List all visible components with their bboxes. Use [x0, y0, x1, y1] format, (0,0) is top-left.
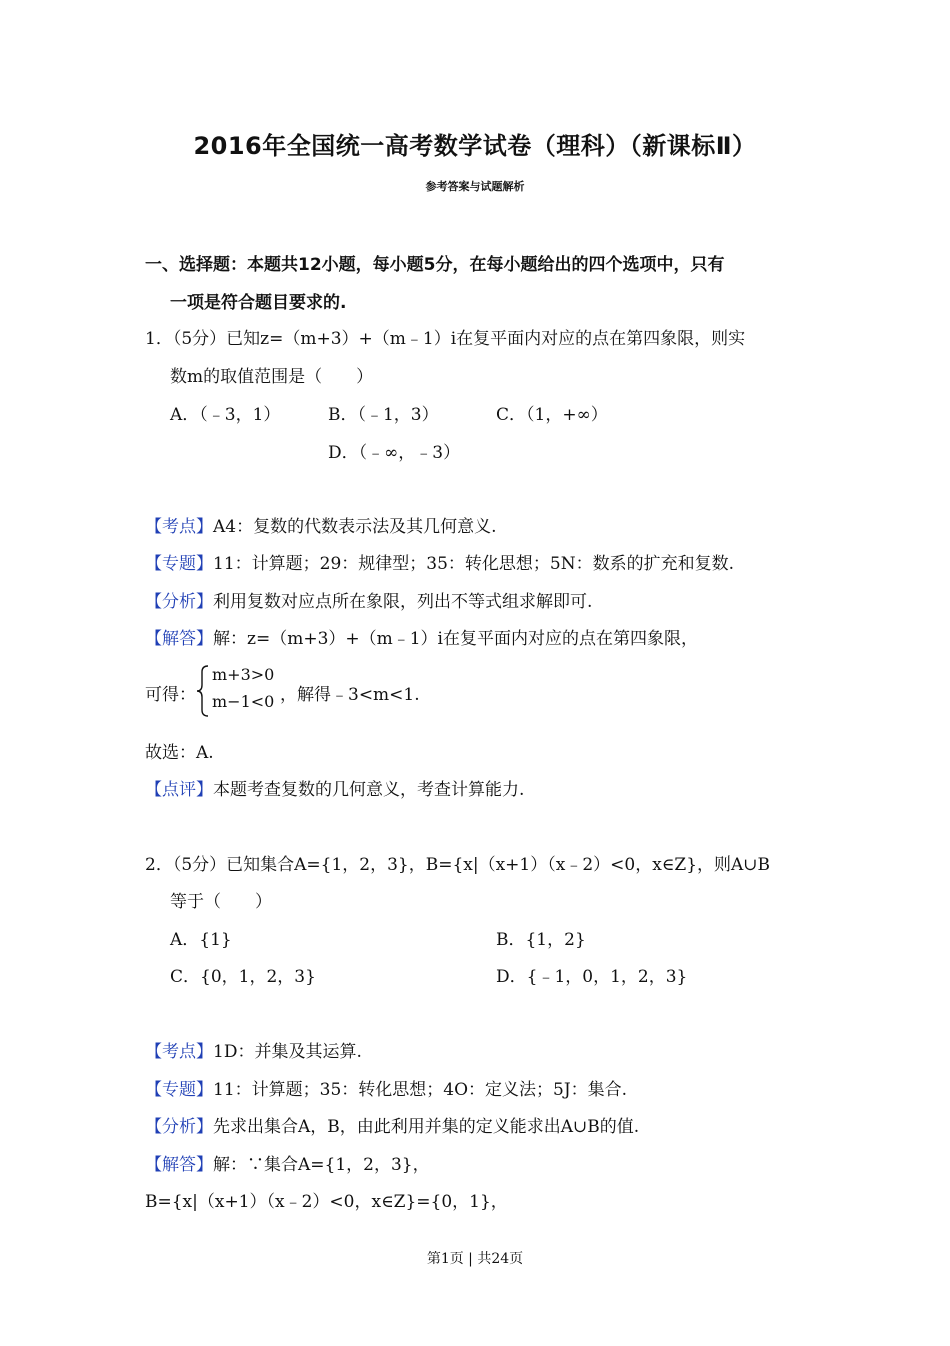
section-heading-line1: 一、选择题：本题共12小题，每小题5分，在每小题给出的四个选项中，只有 [145, 255, 725, 275]
jieda-text: 解：z=（m+3）+（m﹣1）i在复平面内对应的点在第四象限， [213, 629, 698, 649]
q1-kede-label: 可得： [145, 685, 196, 705]
q1-option-b: B．（﹣1，3） [328, 405, 439, 425]
jieda-tag: 【解答】 [145, 1155, 213, 1175]
q1-solution-result: ，解得﹣3<m<1. [280, 685, 420, 705]
q1-inequality-2: m−1<0 [212, 692, 275, 711]
q2-option-b: B．{1，2} [496, 930, 586, 950]
section-heading-line2: 一项是符合题目要求的. [170, 293, 347, 313]
q2-fenxi [145, 1112, 639, 1137]
q2-zhuanti [145, 1075, 627, 1100]
fenxi-text: 先求出集合A，B，由此利用并集的定义能求出A∪B的值. [213, 1117, 640, 1137]
q1-kaodian [145, 512, 497, 537]
q2-option-d: D．{﹣1，0，1，2，3} [496, 967, 688, 987]
q1-zhuanti [145, 549, 734, 574]
page-subtitle: 参考答案与试题解析 [425, 180, 525, 193]
zhuanti-tag: 【专题】 [145, 1080, 213, 1100]
q1-dianping [145, 775, 524, 800]
q1-option-d: D．（﹣∞，﹣3） [328, 443, 461, 463]
q1-option-a: A．（﹣3，1） [170, 405, 281, 425]
kaodian-tag: 【考点】 [145, 517, 213, 537]
jieda-text: 解：∵集合A={1，2，3}， [213, 1155, 430, 1175]
q2-option-c: C．{0，1，2，3} [170, 967, 316, 987]
kaodian-text: 1D：并集及其运算. [213, 1042, 362, 1062]
brace-icon [196, 664, 210, 718]
q1-jieda [145, 624, 698, 649]
kaodian-text: A4：复数的代数表示法及其几何意义. [213, 517, 497, 537]
jieda-tag: 【解答】 [145, 629, 213, 649]
q1-stem-line2: 数m的取值范围是（ ） [170, 367, 374, 387]
zhuanti-text: 11：计算题；29：规律型；35：转化思想；5N：数系的扩充和复数. [213, 554, 734, 574]
fenxi-text: 利用复数对应点所在象限，列出不等式组求解即可. [213, 592, 593, 612]
q2-set-b-line: B={x|（x+1）（x﹣2）<0，x∈Z}={0，1}， [145, 1192, 508, 1212]
q2-option-a: A．{1} [170, 930, 232, 950]
fenxi-tag: 【分析】 [145, 592, 213, 612]
page-footer: 第1页 | 共24页 [426, 1251, 524, 1267]
q1-inequality-1: m+3>0 [212, 665, 275, 684]
q1-stem-line1: 1．（5分）已知z=（m+3）+（m﹣1）i在复平面内对应的点在第四象限，则实 [145, 329, 746, 349]
q1-answer: 故选：A. [145, 743, 214, 763]
q2-kaodian [145, 1037, 362, 1062]
dianping-tag: 【点评】 [145, 780, 213, 800]
zhuanti-tag: 【专题】 [145, 554, 213, 574]
page-title: 2016年全国统一高考数学试卷（理科）（新课标Ⅱ） [193, 132, 757, 160]
q1-fenxi [145, 587, 592, 612]
q2-stem-line2: 等于（ ） [170, 892, 272, 912]
fenxi-tag: 【分析】 [145, 1117, 213, 1137]
q2-jieda [145, 1150, 430, 1175]
zhuanti-text: 11：计算题；35：转化思想；4O：定义法；5J：集合. [213, 1080, 628, 1100]
q2-stem-line1: 2．（5分）已知集合A={1，2，3}，B={x|（x+1）（x﹣2）<0，x∈Z}，则A∪B [145, 855, 771, 875]
dianping-text: 本题考查复数的几何意义，考查计算能力. [213, 780, 525, 800]
q1-option-c: C．（1，+∞） [496, 405, 608, 425]
kaodian-tag: 【考点】 [145, 1042, 213, 1062]
